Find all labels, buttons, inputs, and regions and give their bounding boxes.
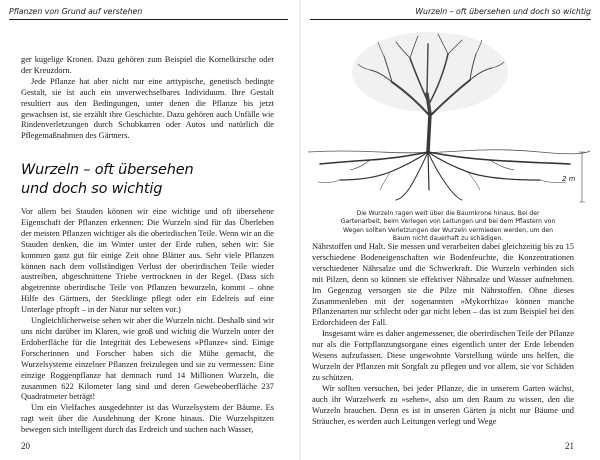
page-number: 20 — [21, 441, 30, 451]
tree-root-illustration — [300, 24, 590, 214]
paragraph: Ungleichlicherweise sehen wir aber die Wurzeln nicht. Deshalb sind wir uns nicht darüber im Klaren, wie groß und wichtig die Wurzeln unter der Erdoberfläche für die Integrität des Lebewesens »Pflanze« sind. Einige Forscherinnen und Forscher haben sich die Mühe gemacht, die Wurzelsysteme einzelner Pflanzen freizulegen und sie zu vermessen: Eine einzige Roggenpflanze hat demnach rund 14 Millionen Wurzeln, die zusammen 622 Kilometer lang sind und deren Gewebeoberfläche 237 Quadratmeter beträgt! — [21, 316, 274, 402]
paragraph: Vor allem bei Stauden können wir eine wichtige und oft übersehene Eigenschaft der Pflanzen erkennen: Die Wurzeln sind für das Überleben der meisten Pflanzen wichtiger als die oberirdischen Teile. Wenn wir an die Stauden denken, die im Winter unter der Erde ruhen, sehen wir: Sie kommen ganz gut für einige Zeit ohne Blätter aus. Sehr viele Pflanzen können nach dem vollständigen Verlust der oberirdischen Teile wieder austreiben, abgeschnittene Triebe vertrocknen in der Regel. (Dass sich abgetrennte oberirdische Teile von Pflanzen bewurzeln, kommt – ohne Hilfe des Gärtners, der Stecklinge pflegt oder ein Edelreis auf eine Unterlage pfropft – in der Natur nur selten vor.) — [21, 207, 274, 315]
page-number: 21 — [565, 441, 574, 451]
paragraph: Jede Pflanze hat aber nicht nur eine arttypische, genetisch bedingte Gestalt, sie ist auch ein unverwechselbares Individuum. Ihre Gestalt resultiert aus den Bedingungen, unter denen die Pflanze bis jetzt gewachsen ist, sie erzählt ihre Geschichte. Dazu gehören auch Unfälle wie Rindenverletzungen durch Schubkarren oder Autos und natürlich die Pflegemaßnahmen des Gärtners. — [21, 76, 274, 141]
section-heading-line: und doch so wichtig — [21, 181, 163, 197]
paragraph: Wir sollten versuchen, bei jeder Pflanze, die in unserem Garten wächst, auch ihr Wurzelwerk zu »sehen«, also um den Raum zu wissen, den die Wurzeln brauchen. Denn es ist in unseren Gärten ja nicht nur Bäume und Sträucher, es werden auch Leitungen verlegt und Wege — [312, 383, 574, 426]
section-heading — [21, 161, 281, 199]
paragraph: Um ein Vielfaches ausgedehnter ist das Wurzelsystem der Bäume. Es ragt weit über die Ausdehnung der Krone hinaus. Die Wurzelspitzen bewegen sich intelligent durch das Erdreich und suchen nach Wasser, — [21, 403, 274, 435]
right-page — [300, 0, 600, 460]
section-heading-line: Wurzeln – oft übersehen — [21, 162, 194, 178]
figure-caption: Die Wurzeln ragen weit über die Baumkrone hinaus. Bei der Gartenarbeit, beim Verlegen von Leitungen und bei dem Pflastern von Wegen sollten Verletzungen der Wurzeln vermieden werden, um den Baum nicht dauerhaft zu schädigen. — [340, 210, 556, 242]
paragraph: ger kugelige Kronen. Dazu gehören zum Beispiel die Kornelkirsche oder der Kreuzdorn. — [21, 55, 274, 75]
scale-label: 2 m — [562, 175, 576, 183]
right-running-header: Wurzeln – oft übersehen und doch so wichtig — [310, 4, 591, 20]
right-main-text — [312, 242, 574, 427]
left-top-text — [21, 55, 274, 142]
paragraph: Nährstoffen und Halt. Sie messen und verarbeiten dabei gleichzeitig bis zu 15 verschiedene Bodeneigenschaften wie Bodenfeuchte, die Konzentrationen verschiedener Nährsalze und die Schwerkraft. Die Wurzeln verbinden sich mit Pilzen, denn so können sie effektiver Nährsalze und Wasser aufnehmen. Im Gegenzug versorgen sie die Pilze mit Nährstoffen. Ohne dieses Zusammenleben mit der sogenannten »Mykorrhiza« können manche Pflanzenarten nur schlecht oder gar nicht leben – das ist zum Beispiel bei den Erdorchideen der Fall. — [312, 242, 574, 328]
left-running-header: Pflanzen von Grund auf verstehen — [9, 4, 288, 20]
left-main-text — [21, 207, 274, 436]
paragraph: Insgesamt wäre es daher angemessener, die oberirdischen Teile der Pflanze nur als die Fortpflanzungsorgane eines eigentlich unter der Erde lebenden Wesens aufzufassen. Diese ungewohnte Vorstellung würde uns helfen, die Wurzeln der Pflanzen mit Sorgfalt zu pflegen und vor allem, sie vor Schäden zu schützen. — [312, 329, 574, 382]
